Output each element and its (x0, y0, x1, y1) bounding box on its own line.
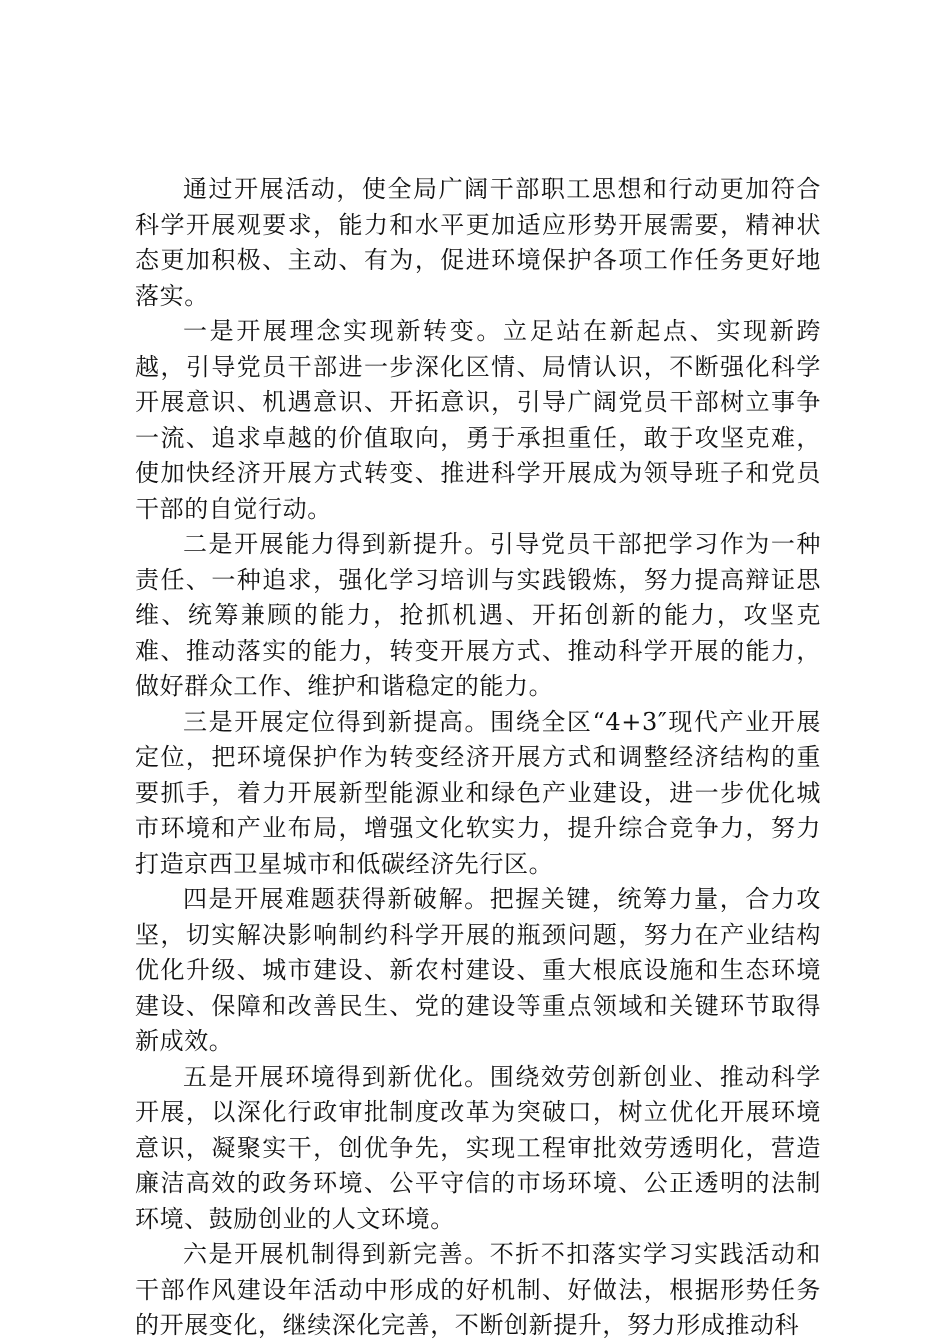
paragraph-capability: 二是开展能力得到新提升。引导党员干部把学习作为一种责任、一种追求，强化学习培训与实践锻炼，努力提高辩证思维、统筹兼顾的能力，抢抓机遇、开拓创新的能力，攻坚克难、推动落实的能力，转变开展方式、推动科学开展的能力，做好群众工作、维护和谐稳定的能力。 (135, 530, 821, 700)
paragraph-mechanism: 六是开展机制得到新完善。不折不扣落实学习实践活动和干部作风建设年活动中形成的好机制、好做法，根据形势任务的开展变化，继续深化完善，不断创新提升，努力形成推动科 (135, 1240, 821, 1339)
paragraph-environment: 五是开展环境得到新优化。围绕效劳创新创业、推动科学开展，以深化行政审批制度改革为突破口，树立优化开展环境意识，凝聚实干，创优争先，实现工程审批效劳透明化，营造廉洁高效的政务环境、公平守信的市场环境、公正透明的法制环境、鼓励创业的人文环境。 (135, 1062, 821, 1233)
paragraph-positioning: 三是开展定位得到新提高。围绕全区“4+3″现代产业开展定位，把环境保护作为转变经济开展方式和调整经济结构的重要抓手，着力开展新型能源业和绿色产业建设，进一步优化城市环境和产业布局，增强文化软实力，提升综合竞争力，努力打造京西卫星城市和低碳经济先行区。 (135, 707, 821, 878)
paragraph-concept: 一是开展理念实现新转变。立足站在新起点、实现新跨越，引导党员干部进一步深化区情、局情认识，不断强化科学开展意识、机遇意识、开拓意识，引导广阔党员干部树立事争一流、追求卓越的价值取向，勇于承担重任，敢于攻坚克难，使加快经济开展方式转变、推进科学开展成为领导班子和党员干部的自觉行动。 (135, 317, 821, 523)
paragraph-problems: 四是开展难题获得新破解。把握关键，统筹力量，合力攻坚，切实解决影响制约科学开展的瓶颈问题，努力在产业结构优化升级、城市建设、新农村建设、重大根底设施和生态环境建设、保障和改善民生、党的建设等重点领域和关键环节取得新成效。 (135, 885, 821, 1055)
paragraph-intro: 通过开展活动，使全局广阔干部职工思想和行动更加符合科学开展观要求，能力和水平更加适应形势开展需要，精神状态更加积极、主动、有为，促进环境保护各项工作任务更好地落实。 (135, 175, 821, 310)
document-body (135, 172, 821, 1344)
